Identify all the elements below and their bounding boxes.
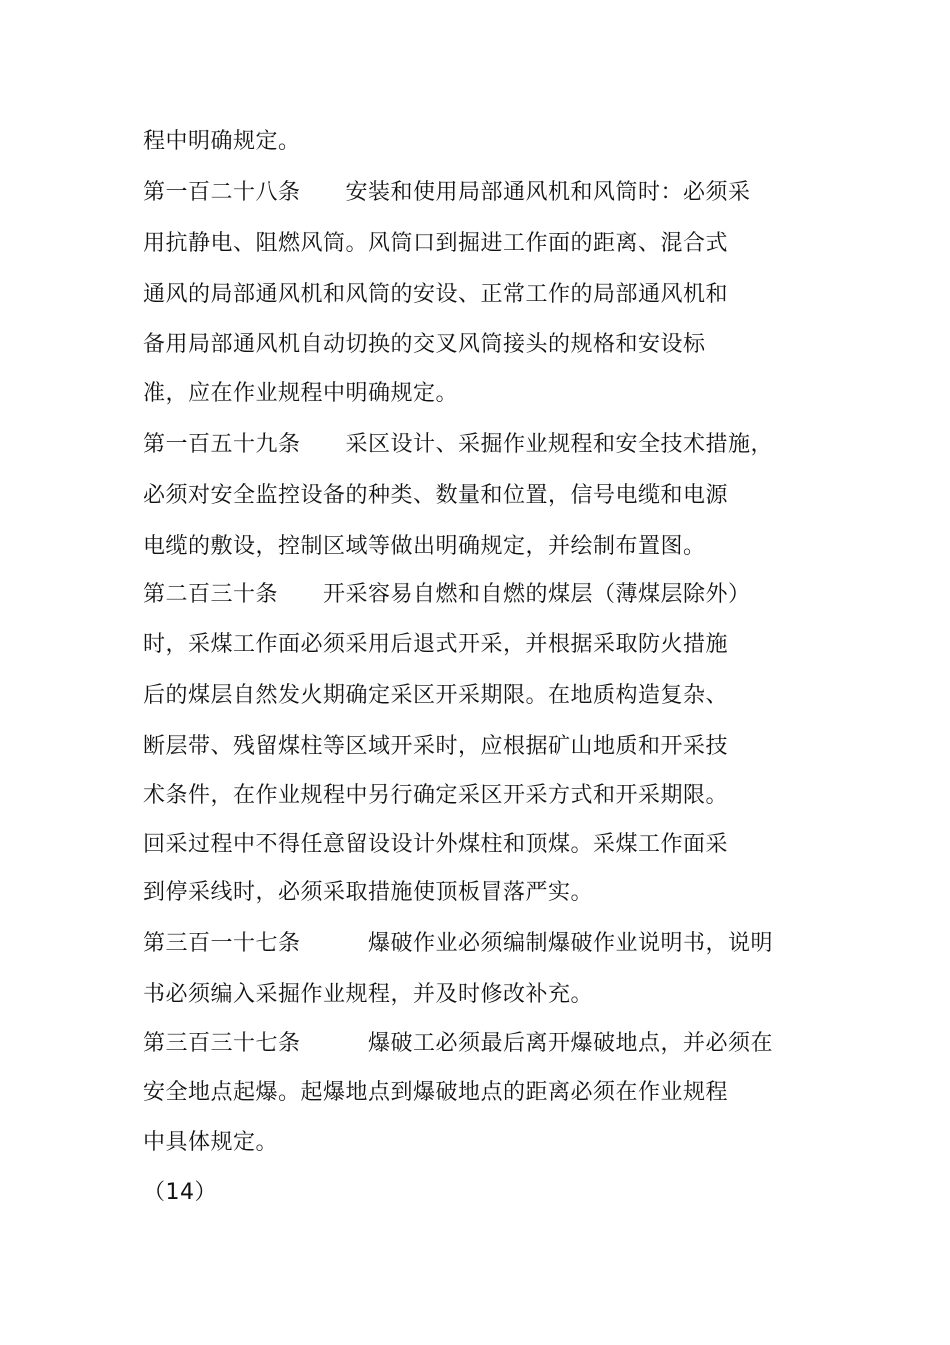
article-317-line-1: 第三百一十七条 爆破作业必须编制爆破作业说明书，说明 xyxy=(143,931,774,956)
text-line: 准，应在作业规程中明确规定。 xyxy=(143,381,459,406)
text-line: 电缆的敷设，控制区域等做出明确规定，并绘制布置图。 xyxy=(143,534,706,559)
text-line: 书必须编入采掘作业规程，并及时修改补充。 xyxy=(143,982,594,1007)
text-line: 用抗静电、阻燃风筒。风筒口到掘进工作面的距离、混合式 xyxy=(143,231,729,256)
text-line: 必须对安全监控设备的种类、数量和位置，信号电缆和电源 xyxy=(143,483,729,508)
article-159-line-1: 第一百五十九条 采区设计、采掘作业规程和安全技术措施， xyxy=(143,432,774,457)
text-line: 通风的局部通风机和风筒的安设、正常工作的局部通风机和 xyxy=(143,282,729,307)
article-337-line-1: 第三百三十七条 爆破工必须最后离开爆破地点，并必须在 xyxy=(143,1031,774,1056)
text-line: 中具体规定。 xyxy=(143,1130,279,1155)
text-line: 回采过程中不得任意留设设计外煤柱和顶煤。采煤工作面采 xyxy=(143,832,729,857)
text-line: 到停采线时，必须采取措施使顶板冒落严实。 xyxy=(143,880,594,905)
text-line: 术条件，在作业规程中另行确定采区开采方式和开采期限。 xyxy=(143,783,729,808)
text-line: 时，采煤工作面必须采用后退式开采，并根据采取防火措施 xyxy=(143,632,729,657)
page-number: （14） xyxy=(143,1180,217,1205)
text-line: 安全地点起爆。起爆地点到爆破地点的距离必须在作业规程 xyxy=(143,1080,729,1105)
article-230-line-1: 第二百三十条 开采容易自燃和自燃的煤层（薄煤层除外） xyxy=(143,582,751,607)
text-line: 断层带、残留煤柱等区域开采时，应根据矿山地质和开采技 xyxy=(143,734,729,759)
text-line: 程中明确规定。 xyxy=(143,129,301,154)
text-line: 备用局部通风机自动切换的交叉风筒接头的规格和安设标 xyxy=(143,332,706,357)
article-128-line-1: 第一百二十八条 安装和使用局部通风机和风筒时：必须采 xyxy=(143,180,751,205)
text-line: 后的煤层自然发火期确定采区开采期限。在地质构造复杂、 xyxy=(143,683,729,708)
